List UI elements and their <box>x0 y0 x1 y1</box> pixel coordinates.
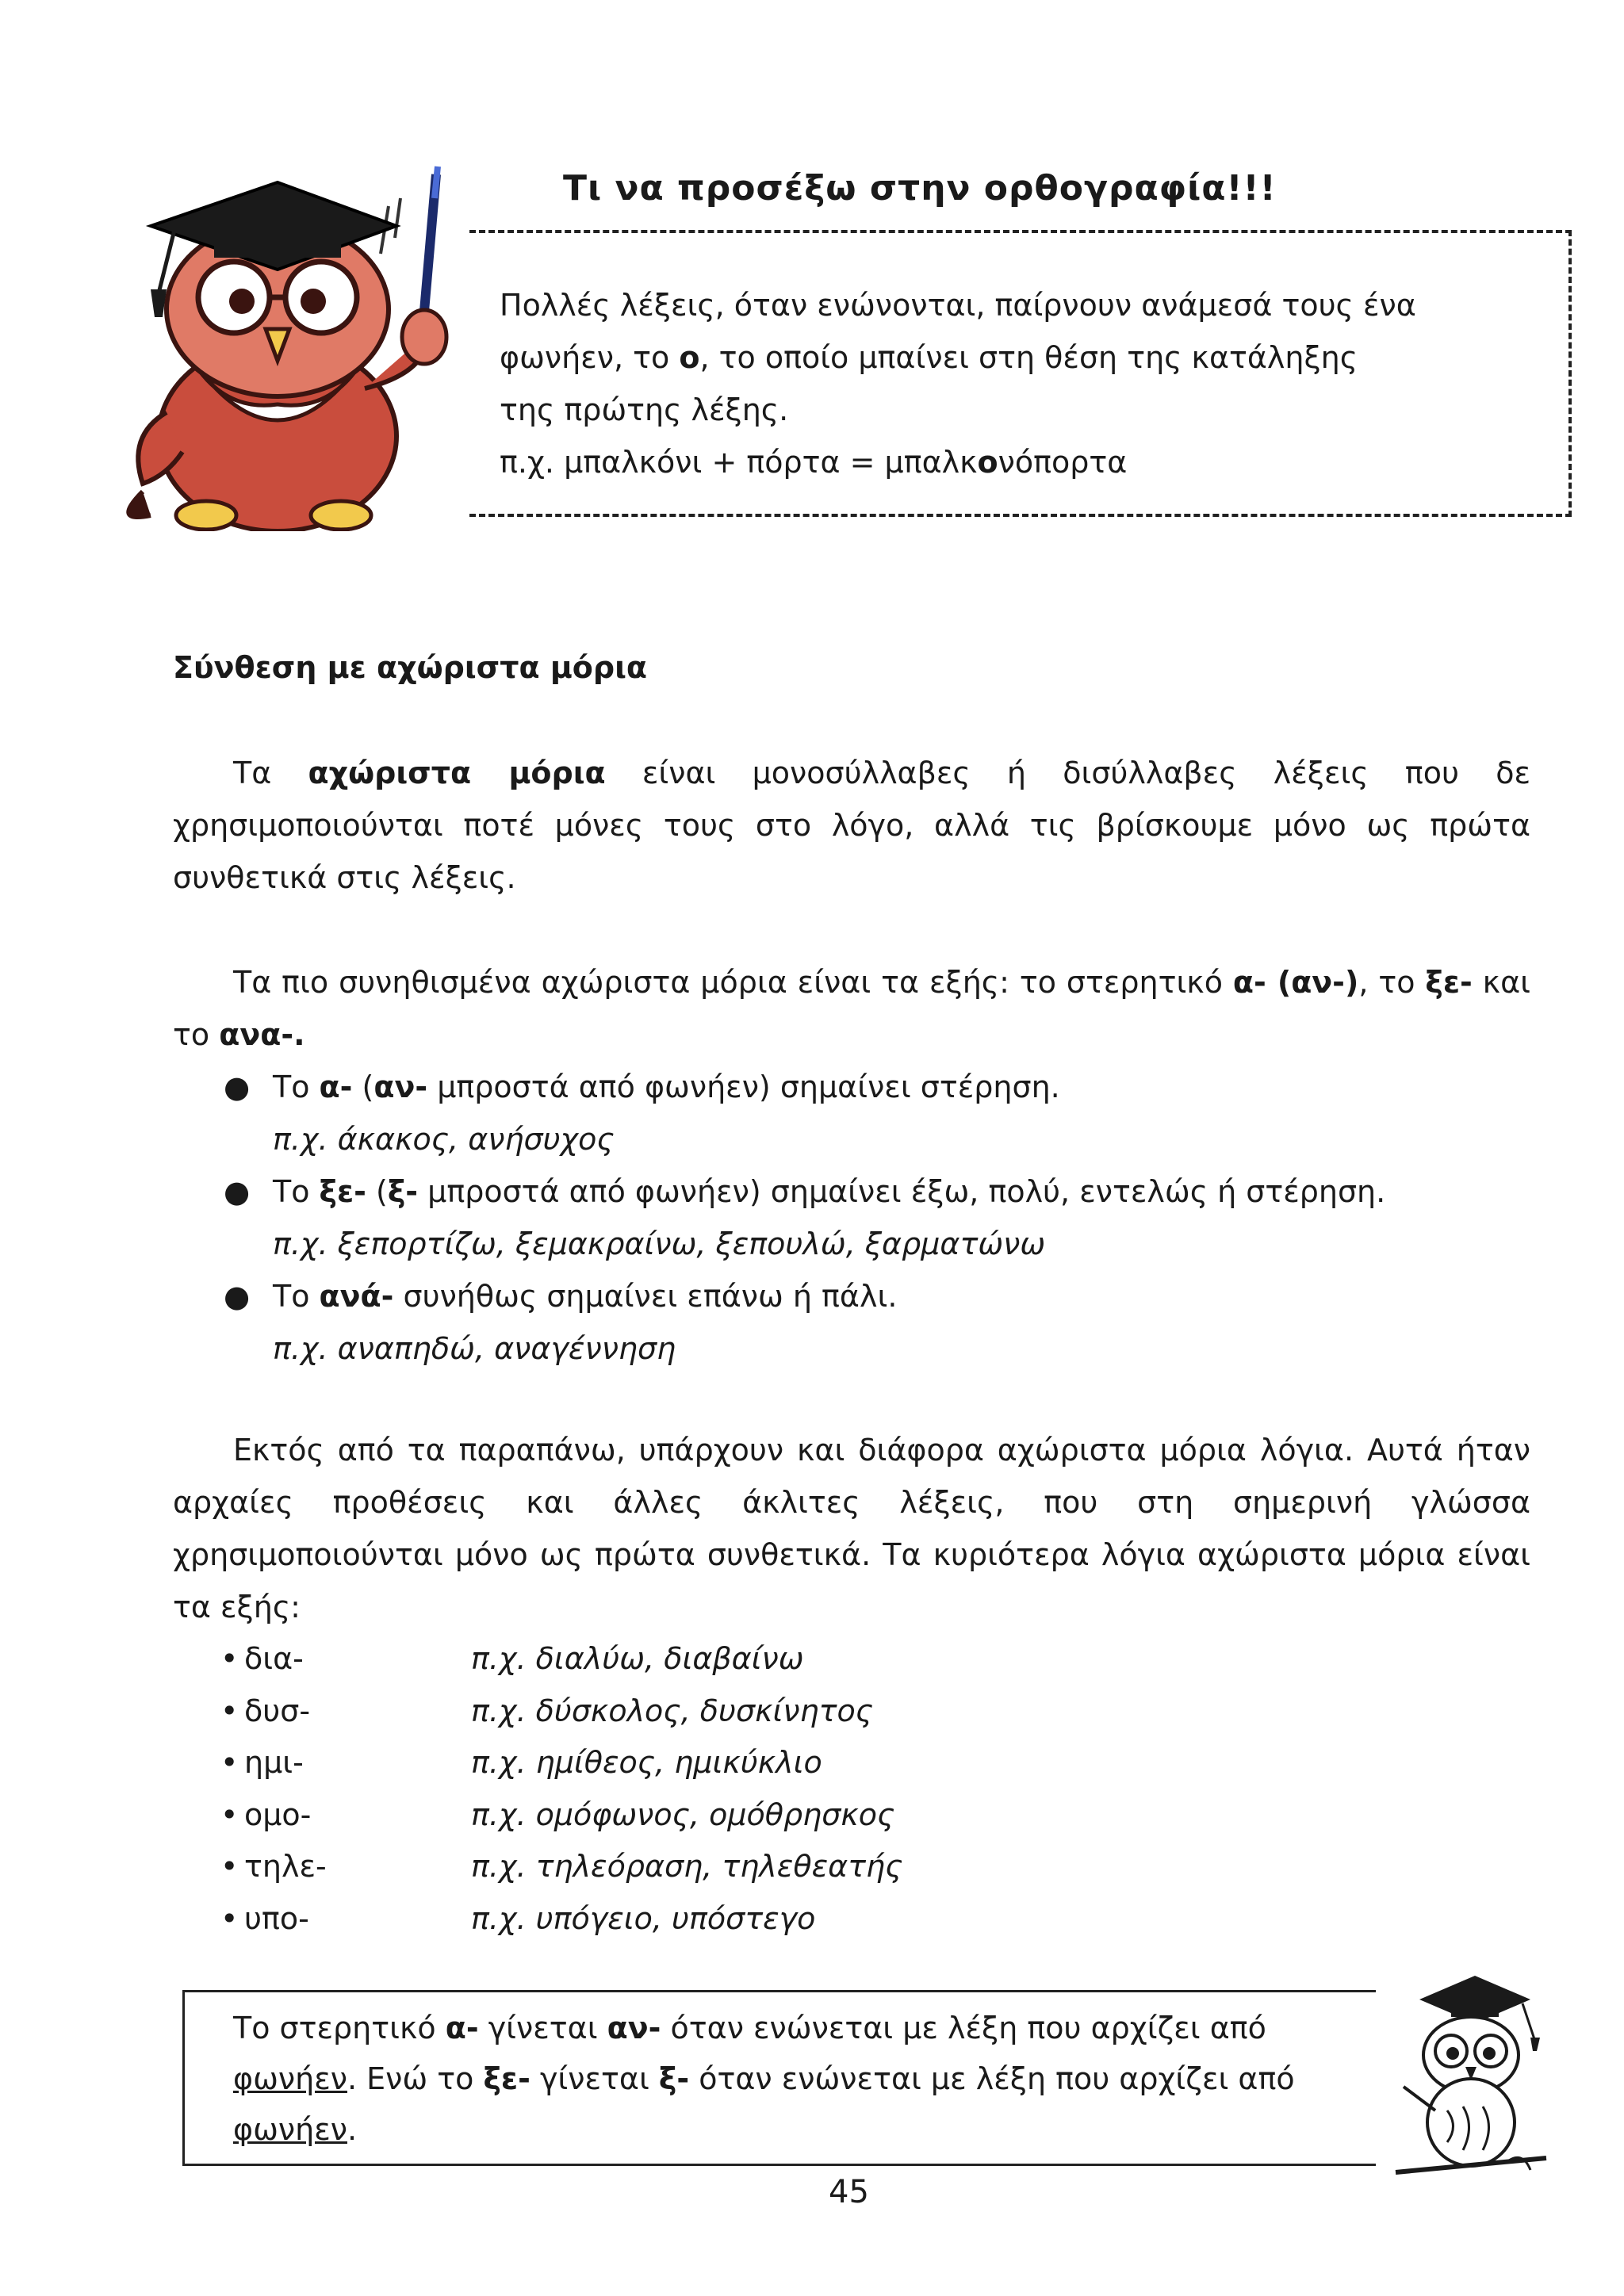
bullet-icon: • <box>220 1693 239 1728</box>
owl-sketch-icon <box>1388 1968 1554 2182</box>
list-item: ● Το ξε- (ξ- μπροστά από φωνήεν) σημαίνει έξω, πολύ, εντελώς ή στέρηση. <box>214 1165 1562 1218</box>
tip-title: Τι να προσέξω στην ορθογραφία!!! <box>563 168 1277 209</box>
tip-line: της πρώτης λέξης. <box>500 392 789 427</box>
bullet-icon: ● <box>224 1070 251 1104</box>
bullet-icon: • <box>220 1900 239 1936</box>
tip-text <box>500 279 1554 488</box>
section-title: Σύνθεση με αχώριστα μόρια <box>173 650 647 685</box>
prefix-bullet-list <box>214 1061 1562 1375</box>
tip-line: π.χ. μπαλκόνι + πόρτα = μπαλκονόπορτα <box>500 445 1128 480</box>
paragraph-common-prefixes: Τα πιο συνηθισμένα αχώριστα μόρια είναι τα εξής: το στερητικό α- (αν-), το ξε- και το ανα-. <box>173 965 1530 1052</box>
list-item: • ομο- π.χ. ομόφωνος, ομόθρησκος <box>220 1789 902 1842</box>
bullet-icon: ● <box>224 1174 251 1209</box>
bullet-icon: • <box>220 1849 239 1884</box>
list-item: • υπο- π.χ. υπόγειο, υπόστεγο <box>220 1893 902 1946</box>
note-text: Το στερητικό α- γίνεται αν- όταν ενώνεται με λέξη που αρχίζει από φωνήεν. Ενώ το ξε- γίνεται ξ- όταν ενώνεται με λέξη που αρχίζει από φωνήεν. <box>233 2011 1295 2147</box>
bullet-icon: ● <box>224 1279 251 1314</box>
list-item-example: π.χ. ξεπορτίζω, ξεμακραίνω, ξεπουλώ, ξαρματώνω <box>273 1226 1046 1261</box>
list-item-example: π.χ. άκακος, ανήσυχος <box>273 1122 615 1157</box>
list-item: ● Το α- (αν- μπροστά από φωνήεν) σημαίνει στέρηση. <box>214 1061 1562 1113</box>
bullet-icon: • <box>220 1797 239 1832</box>
list-item: • τηλε- π.χ. τηλεόραση, τηλεθεατής <box>220 1841 902 1893</box>
page-number: 45 <box>829 2174 869 2210</box>
list-item: ● Το ανά- συνήθως σημαίνει επάνω ή πάλι. <box>214 1270 1562 1322</box>
list-item: • ημι- π.χ. ημίθεος, ημικύκλιο <box>220 1737 902 1789</box>
paragraph-learned-prefixes: Εκτός από τα παραπάνω, υπάρχουν και διάφορα αχώριστα μόρια λόγια. Αυτά ήταν αρχαίες προθέσεις και άλλες άκλιτες λέξεις, που στη σημερινή γλώσσα χρησιμοποιούνται μόνο ως πρώτα συνθετικά. Τα κυριότερα λόγια αχώριστα μόρια είναι τα εξής: <box>173 1433 1530 1624</box>
bullet-icon: • <box>220 1641 239 1676</box>
list-item-example: π.χ. αναπηδώ, αναγέννηση <box>273 1331 676 1366</box>
tip-line: Πολλές λέξεις, όταν ενώνονται, παίρνουν ανάμεσά τους ένα <box>500 288 1416 323</box>
paragraph-definition: Τα αχώριστα μόρια είναι μονοσύλλαβες ή δισύλλαβες λέξεις που δε χρησιμοποιούνται ποτέ μόνες τους στο λόγο, αλλά τις βρίσκουμε μόνο ως πρώτα συνθετικά στις λέξεις. <box>173 756 1530 895</box>
tip-line: φωνήεν, το ο, το οποίο μπαίνει στη θέση της κατάληξης <box>500 340 1358 375</box>
list-item: • δια- π.χ. διαλύω, διαβαίνω <box>220 1633 902 1686</box>
owl-professor-icon <box>95 151 468 531</box>
learned-prefix-list <box>220 1633 902 1945</box>
list-item: • δυσ- π.χ. δύσκολος, δυσκίνητος <box>220 1686 902 1738</box>
bullet-icon: • <box>220 1745 239 1780</box>
